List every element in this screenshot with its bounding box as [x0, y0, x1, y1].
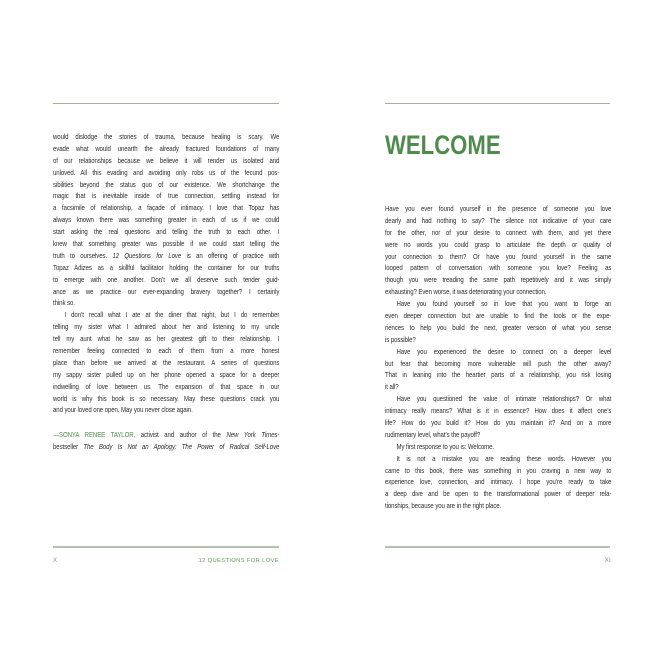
text-line: would dislodge the stories of trauma, because healing is scary. We	[53, 132, 280, 141]
left-page-paragraphs	[53, 131, 279, 453]
text-line: —SONYA RENEE TAYLOR, activist and author of the New York Times-	[53, 430, 280, 440]
text-line: telling my sister what I admired about her and listening to my uncle	[53, 322, 280, 332]
text-line: your connection to them? Or have you found yourself in the same	[385, 251, 612, 261]
paragraph	[385, 298, 611, 346]
paragraph	[53, 309, 279, 416]
left-page-footer	[53, 558, 279, 564]
right-page-text-column	[385, 131, 611, 512]
text-line: world is why this book is so necessary. May these questions crack you	[53, 393, 280, 403]
text-line: is possible?	[385, 334, 416, 344]
text-line: a facsimile of relationship, a façade of intimacy. I love that Topaz has	[53, 203, 280, 213]
text-line: a deep dive and be open to the transformational power of deeper rela-	[385, 489, 612, 499]
text-line: life? How do you build it? How do you maintain it? And on a more	[385, 418, 612, 428]
text-line: tionships, because you are in the right place.	[385, 501, 502, 511]
right-page-footer-rule	[385, 546, 610, 548]
right-page-header-rule	[385, 103, 610, 104]
text-line: That in leaning into the heartier parts of a relationship, you risk losing	[385, 370, 612, 380]
running-book-title: 12 QUESTIONS FOR LOVE	[198, 558, 279, 564]
text-line: of our relationships because we believe it will render us isolated and	[53, 155, 280, 165]
left-page-text-column	[53, 131, 279, 453]
text-line: knew that something greater was possible if we could start telling the	[53, 239, 280, 249]
text-line: indwelling of love between us. The expansion of that space in our	[53, 381, 280, 391]
text-line: experience love, connection, and intimacy. I hope you’re ready to take	[385, 477, 612, 487]
text-line: It is not a mistake you are reading these words. However you	[396, 453, 612, 463]
text-line: my sappy sister pulled up on her phone opened a space for a deeper	[53, 369, 280, 379]
text-line: were no words you could grasp to articulate the depth or quality of	[385, 239, 612, 249]
text-line: Have you ever found yourself in the presence of someone you love	[385, 204, 612, 213]
text-line: exhausting? Even worse, it was deteriorating your connection.	[385, 287, 547, 297]
text-line: magic that is inevitable inside of true connection, settling instead for	[53, 191, 280, 201]
paragraph	[385, 346, 611, 394]
text-line: intimacy really means? What is it in essence? How does it affect one’s	[385, 406, 612, 416]
text-line: start asking the real questions and telling the truth to each other. I	[53, 227, 280, 237]
text-line: bestseller The Body Is Not an Apology: The Power of Radical Self-Love	[53, 442, 280, 452]
left-page-number: X	[53, 558, 58, 564]
paragraph	[385, 393, 611, 441]
paragraph	[53, 131, 279, 309]
text-line: always known there was something greater in each of us if we could	[53, 215, 280, 225]
text-line: even deeper connection but are unable to find the tools or the expe-	[385, 311, 612, 321]
chapter-title: WELCOME	[385, 130, 501, 160]
text-line: tell my aunt what he saw as her greatest gift to their relationship. I	[53, 334, 280, 344]
text-line: think so.	[53, 298, 75, 308]
paragraph	[385, 203, 611, 298]
text-line: looped pattern of conversation with someone you love? Feeling as	[385, 263, 612, 273]
left-page-header-rule	[53, 103, 279, 104]
text-line: riences to help you build the next, greater version of what you sense	[385, 322, 612, 332]
text-line: My first response to you is: Welcome.	[396, 441, 495, 451]
text-line: Have you questioned the value of intimate relationships? Or what	[396, 394, 612, 404]
text-line: but fear that becoming more vulnerable will push the other away?	[385, 358, 612, 368]
right-page-number: XI	[604, 558, 611, 564]
text-line: I don’t recall what I ate at the diner that night, but I do remember	[64, 310, 280, 320]
paragraph	[53, 429, 279, 453]
right-page-footer	[385, 558, 611, 564]
right-page-paragraphs	[385, 203, 611, 512]
paragraph	[385, 453, 611, 512]
left-page-footer-rule	[53, 546, 279, 548]
text-line: ance as we practice our ever-expanding bravery together? I certainly	[53, 286, 280, 296]
text-line: place than before we arrived at the restaurant. A series of questions	[53, 357, 280, 367]
text-line: Have you found yourself so in love that you want to forge an	[396, 299, 612, 309]
text-line: truth to ourselves. 12 Questions for Love is an offering of practice with	[53, 250, 280, 260]
paragraph	[385, 441, 611, 453]
text-line: remember feeling connected to each of them from a more honest	[53, 346, 280, 356]
text-line: dearly and had nothing to say? The silence not indicative of your care	[385, 215, 612, 225]
text-line: rudimentary level, what’s the payoff?	[385, 429, 481, 439]
text-line: Topaz Adizes as a skillful facilitator holding the container for our truths	[53, 262, 280, 272]
text-line: unloved. All this evading and avoiding only robs us of the fecund pos-	[53, 167, 280, 177]
text-line: and your loved one open. May you never close again.	[53, 405, 193, 415]
text-line: for the other, nor of your desire to connect with them, and yet there	[385, 227, 612, 237]
text-line: Have you experienced the desire to connect on a deeper level	[396, 346, 612, 356]
text-line: came to this book, there was something in you craving a new way to	[385, 465, 612, 475]
text-line: it all?	[385, 382, 399, 392]
text-line: sibilities beyond the status quo of our existence. We shortchange the	[53, 179, 280, 189]
text-line: evade what would unearth the already fractured foundations of many	[53, 143, 280, 153]
text-line: though you were treading the same path repetitively and it was simply	[385, 275, 612, 285]
text-line: to emerge with one another. Don’t we all deserve such tender guid-	[53, 274, 280, 284]
